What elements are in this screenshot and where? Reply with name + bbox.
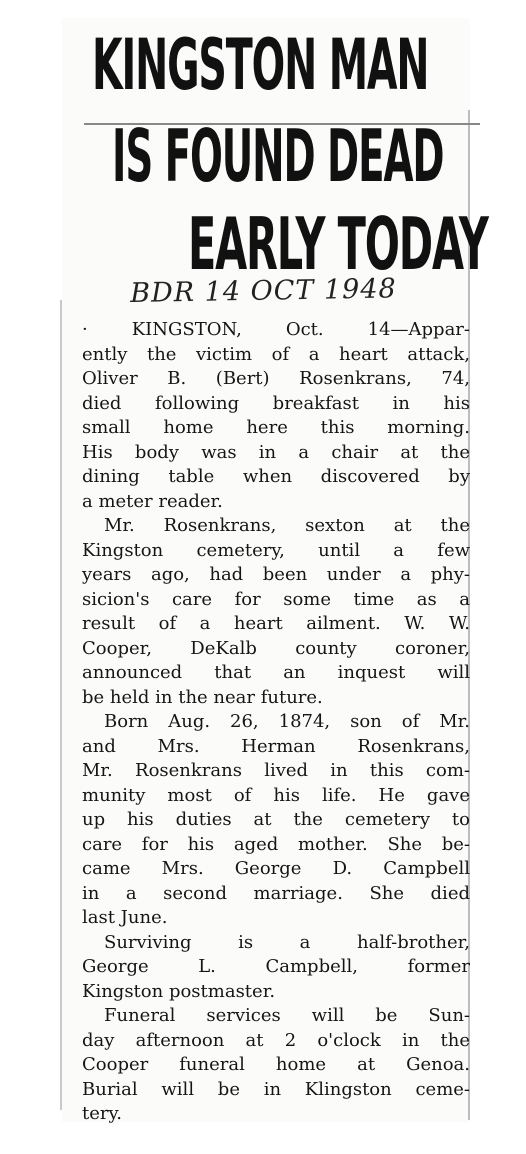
article-line: Kingston cemetery, until a few (82, 539, 470, 561)
article-line: sicion's care for some time as a (82, 588, 470, 610)
article-line: care for his aged mother. She be- (82, 833, 470, 855)
article-line: Mr. Rosenkrans, sexton at the (104, 515, 470, 536)
article-line: Mr. Rosenkrans lived in this com- (82, 760, 470, 781)
article-line: Burial will be in Klingston ceme- (82, 1078, 470, 1100)
article-line: · KINGSTON, Oct. 14—Appar- (82, 319, 470, 340)
article-line: dining table when discovered by (82, 466, 470, 487)
article-line: tery. (82, 1103, 122, 1124)
article-line: died following breakfast in his (82, 392, 470, 414)
article-line: result of a heart ailment. W. W. (82, 613, 470, 634)
article-line: Oliver B. (Bert) Rosenkrans, 74, (82, 368, 470, 389)
article-line: Cooper, DeKalb county coroner, (82, 637, 470, 659)
article-line: last June. (82, 907, 168, 928)
article-body (82, 318, 470, 1127)
article-line: day afternoon at 2 o'clock in the (82, 1029, 470, 1051)
article-line: and Mrs. Herman Rosenkrans, (82, 735, 470, 757)
article-line: announced that an inquest will (82, 662, 470, 683)
article-line: George L. Campbell, former (82, 956, 470, 977)
article-line: Kingston postmaster. (82, 980, 276, 1002)
article-line: His body was in a chair at the (82, 441, 470, 463)
headline-line-1: KINGSTON MAN (92, 24, 429, 106)
article-line: ently the victim of a heart attack, (82, 343, 470, 365)
headline-line-3: EARLY TODAY (188, 202, 488, 286)
article-line: a meter reader. (82, 490, 223, 512)
article-line: up his duties at the cemetery to (82, 809, 470, 830)
clipping-left-edge (60, 300, 62, 1110)
article-line: be held in the near future. (82, 686, 323, 708)
article-line: Surviving is a half-brother, (104, 931, 470, 953)
headline-line-2: IS FOUND DEAD (112, 114, 444, 198)
article-line: in a second marriage. She died (82, 882, 470, 904)
article-line: came Mrs. George D. Campbell (82, 858, 470, 879)
article-line: years ago, had been under a phy- (82, 564, 470, 585)
article-line: Funeral services will be Sun- (104, 1005, 470, 1026)
article-line: Cooper funeral home at Genoa. (82, 1054, 470, 1075)
article-line: Born Aug. 26, 1874, son of Mr. (104, 711, 470, 732)
article-line: munity most of his life. He gave (82, 784, 470, 806)
article-line: small home here this morning. (82, 417, 470, 438)
handwritten-dateline: BDR 14 OCT 1948 (130, 273, 397, 309)
